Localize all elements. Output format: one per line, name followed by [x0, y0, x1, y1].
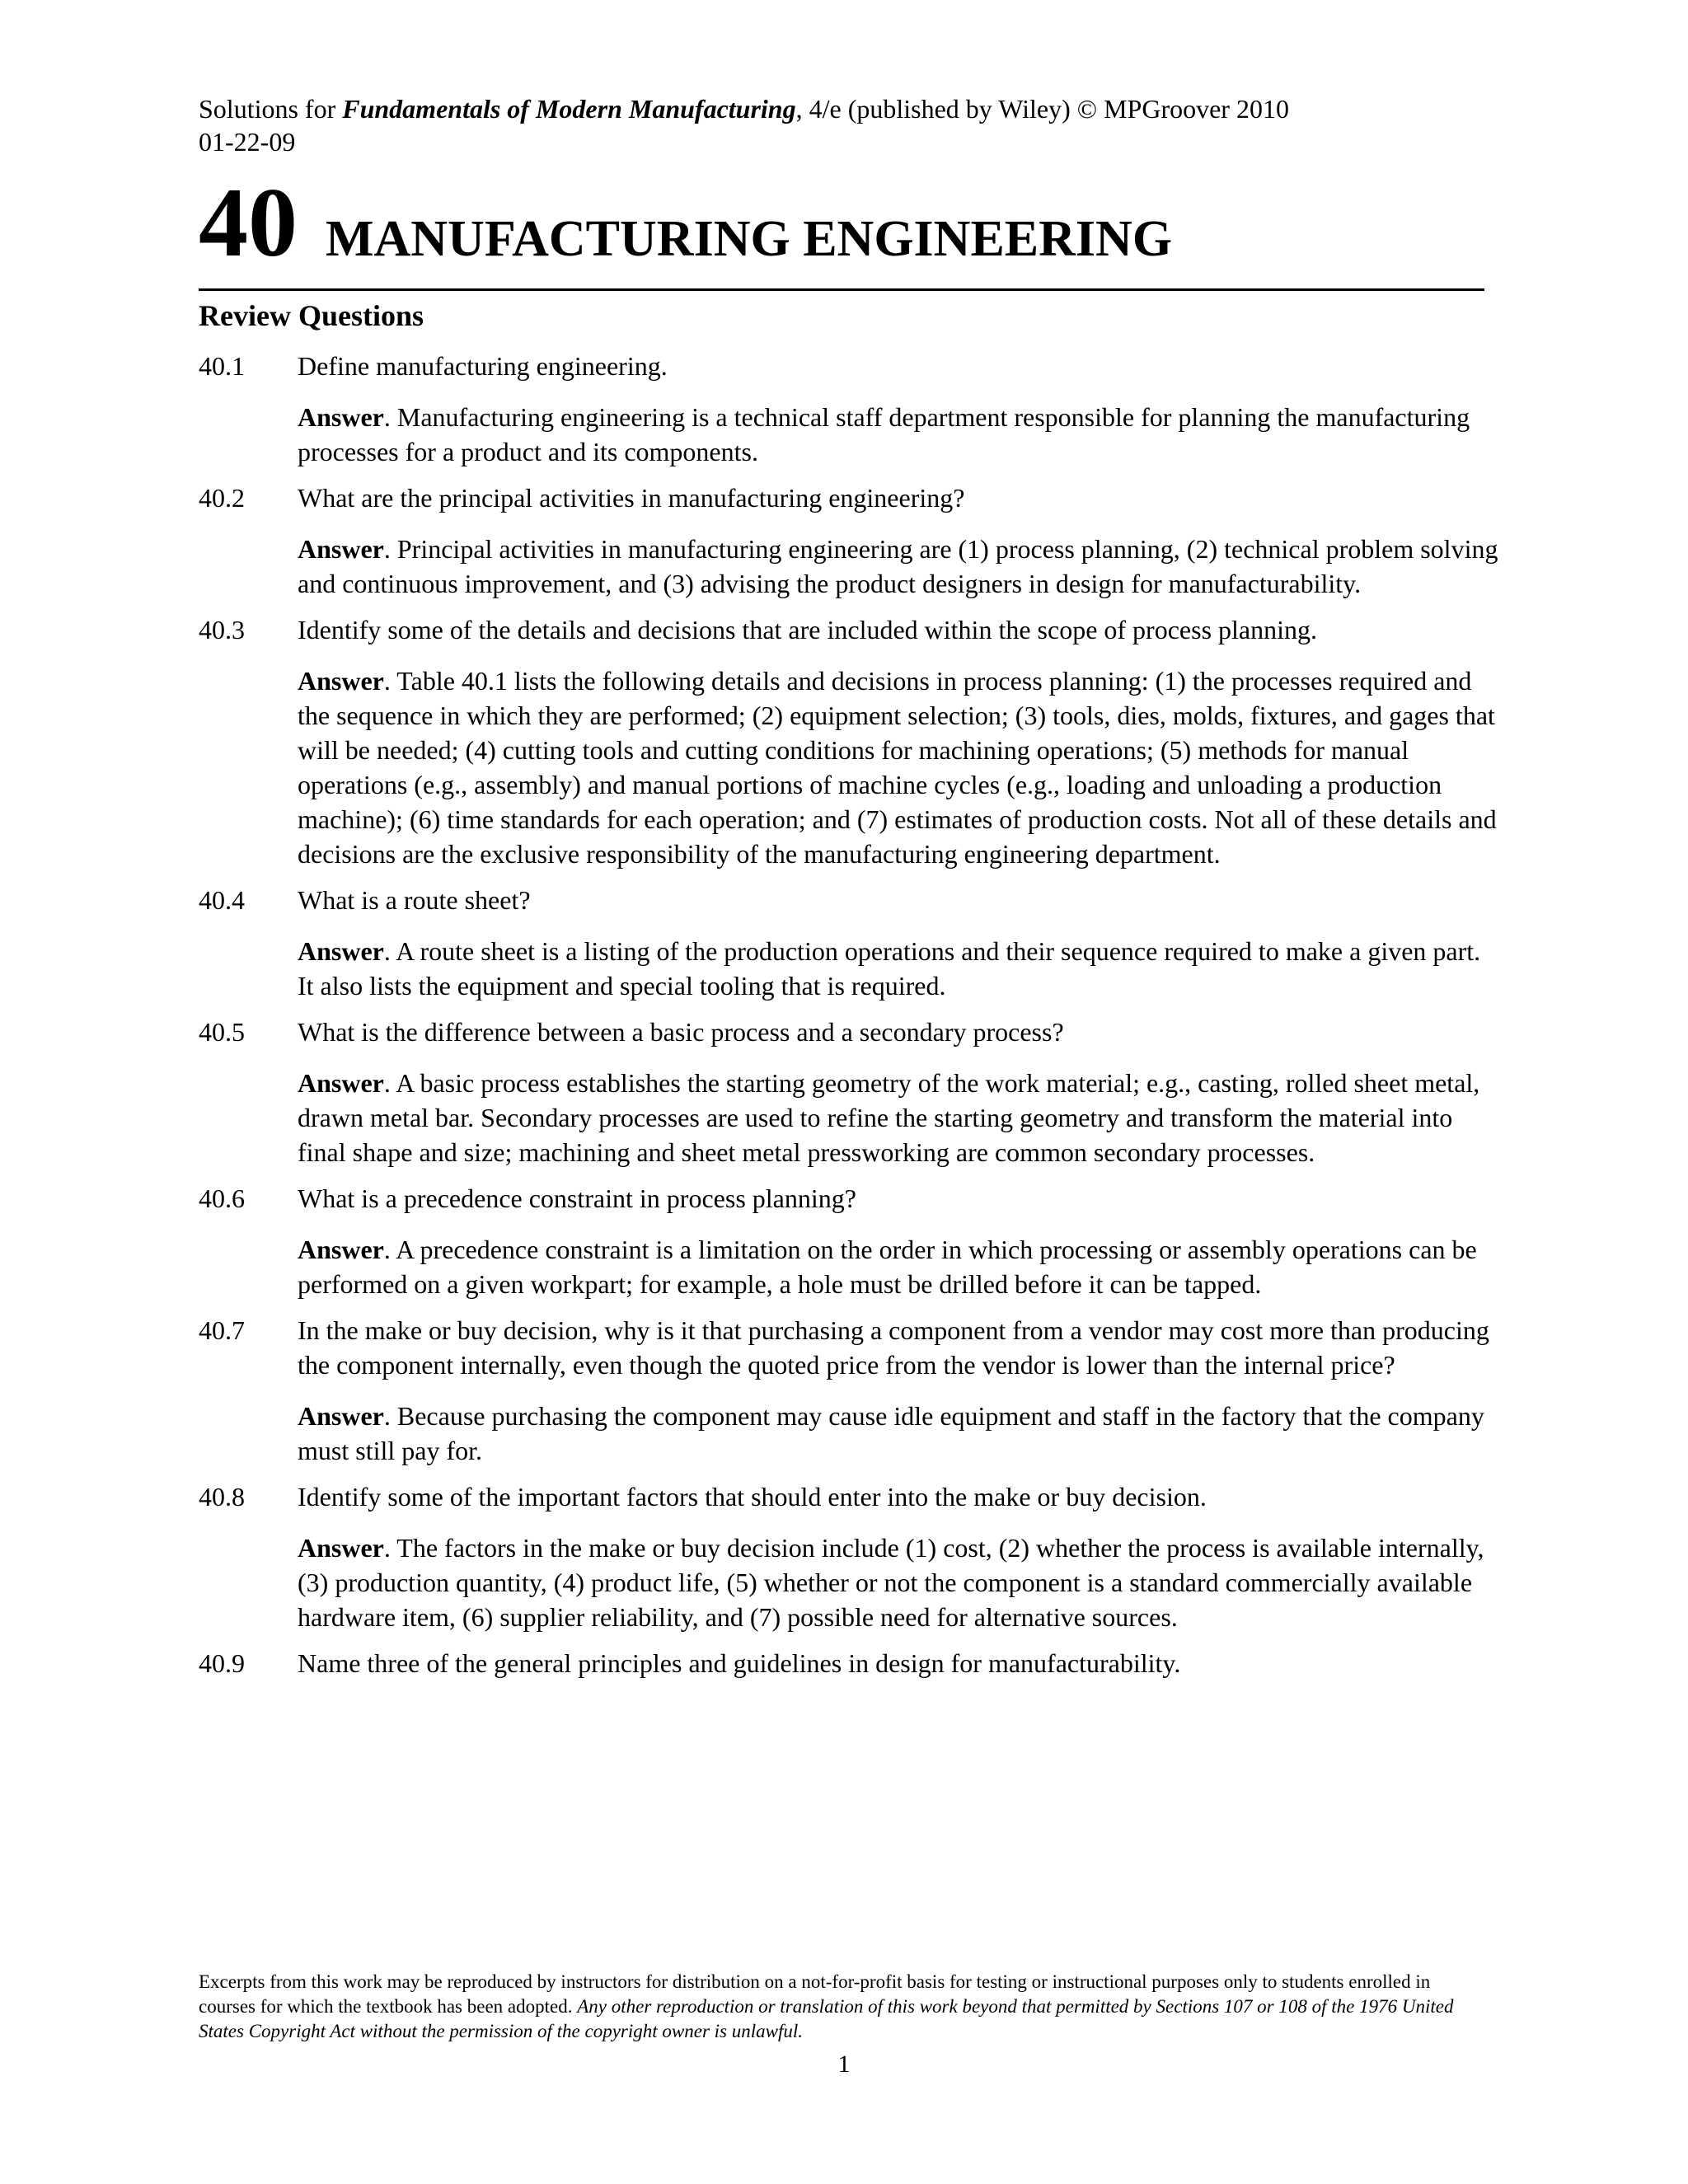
answer-text: . The factors in the make or buy decision include (1) cost, (2) whether the process is available internally, (3) production quantity, (4) product life, (5) whether or not the component is a standard commercially available hardware item, (6) supplier reliability, and (7) possible need for alternative sources.: [298, 1533, 1484, 1632]
answer-text: . Principal activities in manufacturing engineering are (1) process planning, (2) technical problem solving and continuous improvement, and (3) advising the product designers in design for manufacturability.: [298, 534, 1498, 598]
question-text: Define manufacturing engineering.: [298, 351, 668, 381]
question-number: 40.3: [199, 615, 245, 644]
question-number: 40.8: [199, 1482, 245, 1511]
question-number: 40.9: [199, 1648, 245, 1678]
question-text: What is a precedence constraint in process planning?: [298, 1183, 856, 1213]
answer-label: Answer: [298, 402, 384, 432]
question-text: What is the difference between a basic process and a secondary process?: [298, 1017, 1064, 1047]
header-prefix: Solutions for: [199, 94, 343, 124]
question-item: [199, 349, 1503, 383]
answer-text: . A route sheet is a listing of the production operations and their sequence required to make a given part. It also lists the equipment and special tooling that is required.: [298, 936, 1481, 1001]
question-number: 40.2: [199, 483, 245, 513]
answer-item: [199, 934, 1503, 1003]
question-text: In the make or buy decision, why is it that purchasing a component from a vendor may cost more than producing the component internally, even though the quoted price from the vendor is lower than the internal price?: [298, 1315, 1489, 1380]
answer-label: Answer: [298, 1068, 384, 1098]
answer-item: [199, 1399, 1503, 1468]
footer-normal-text: Excerpts from this work may be reproduced by instructors for distribution on a not-for-profit basis for testing or instructional purposes only to students enrolled in courses for which the textbook has been adopted.: [199, 1971, 1431, 2017]
question-item: [199, 612, 1503, 647]
question-number: 40.1: [199, 351, 245, 381]
answer-item: [199, 663, 1503, 871]
question-text: Identify some of the important factors that should enter into the make or buy decision.: [298, 1482, 1207, 1511]
section-heading: Review Questions: [199, 299, 424, 332]
header-suffix: , 4/e (published by Wiley) © MPGroover 2010: [795, 94, 1289, 124]
question-text: What are the principal activities in manufacturing engineering?: [298, 483, 965, 513]
answer-item: [199, 1530, 1503, 1634]
question-item: [199, 1646, 1503, 1680]
chapter-number: 40: [199, 167, 298, 277]
header-date: 01-22-09: [199, 127, 296, 157]
answer-label: Answer: [298, 534, 384, 564]
chapter-name: MANUFACTURING ENGINEERING: [326, 211, 1173, 267]
question-number: 40.7: [199, 1315, 245, 1345]
footer-italic-text: Any other reproduction or translation of this work beyond that permitted by Sections 107 or 108 of the 1976 United States Copyright Act without the permission of the copyright owner is unlawful.: [199, 1996, 1454, 2041]
question-text: What is a route sheet?: [298, 885, 531, 915]
answer-text: . Manufacturing engineering is a technical staff department responsible for planning the manufacturing processes for a product and its components.: [298, 402, 1470, 466]
running-header: [199, 92, 1501, 125]
copyright-footer: [199, 1970, 1484, 2044]
question-item: [199, 1479, 1503, 1514]
answer-text: . A precedence constraint is a limitation on the order in which processing or assembly operations can be performed on a given workpart; for example, a hole must be drilled before it can be tapped.: [298, 1235, 1477, 1299]
answer-item: [199, 1066, 1503, 1169]
answer-label: Answer: [298, 1401, 384, 1431]
question-item: [199, 1015, 1503, 1049]
answer-item: [199, 532, 1503, 601]
question-number: 40.5: [199, 1017, 245, 1047]
answer-label: Answer: [298, 936, 384, 966]
question-text: Name three of the general principles and guidelines in design for manufacturability.: [298, 1648, 1181, 1678]
title-rule: [199, 288, 1484, 291]
answer-label: Answer: [298, 1533, 384, 1563]
question-item: [199, 1181, 1503, 1216]
answer-label: Answer: [298, 1235, 384, 1264]
answer-text: . Table 40.1 lists the following details and decisions in process planning: (1) the processes required and the sequence in which they are performed; (2) equipment selection; (3) tools, dies, molds, fixtures, and gages that will be needed; (4) cutting tools and cutting conditions for machining operations; (5) methods for manual operations (e.g., assembly) and manual portions of machine cycles (e.g., loading and unloading a production machine); (6) time standards for each operation; and (7) estimates of production costs. Not all of these details and decisions are the exclusive responsibility of the manufacturing engineering department.: [298, 666, 1497, 869]
book-title: Fundamentals of Modern Manufacturing: [342, 94, 796, 124]
answer-item: [199, 1232, 1503, 1301]
answer-text: . A basic process establishes the starting geometry of the work material; e.g., casting, rolled sheet metal, drawn metal bar. Secondary processes are used to refine the starting geometry and transform the material into final shape and size; machining and sheet metal pressworking are common secondary processes.: [298, 1068, 1480, 1167]
question-item: [199, 480, 1503, 515]
answer-text: . Because purchasing the component may cause idle equipment and staff in the factory that the company must still pay for.: [298, 1401, 1484, 1465]
question-text: Identify some of the details and decisions that are included within the scope of process planning.: [298, 615, 1317, 644]
question-item: [199, 1313, 1503, 1382]
question-item: [199, 883, 1503, 917]
answer-item: [199, 400, 1503, 469]
answer-label: Answer: [298, 666, 384, 696]
document-page: [199, 92, 1501, 1680]
question-number: 40.6: [199, 1183, 245, 1213]
question-number: 40.4: [199, 885, 245, 915]
page-number: 1: [837, 2050, 851, 2078]
question-list: [199, 349, 1501, 1680]
chapter-title: [199, 167, 1501, 277]
